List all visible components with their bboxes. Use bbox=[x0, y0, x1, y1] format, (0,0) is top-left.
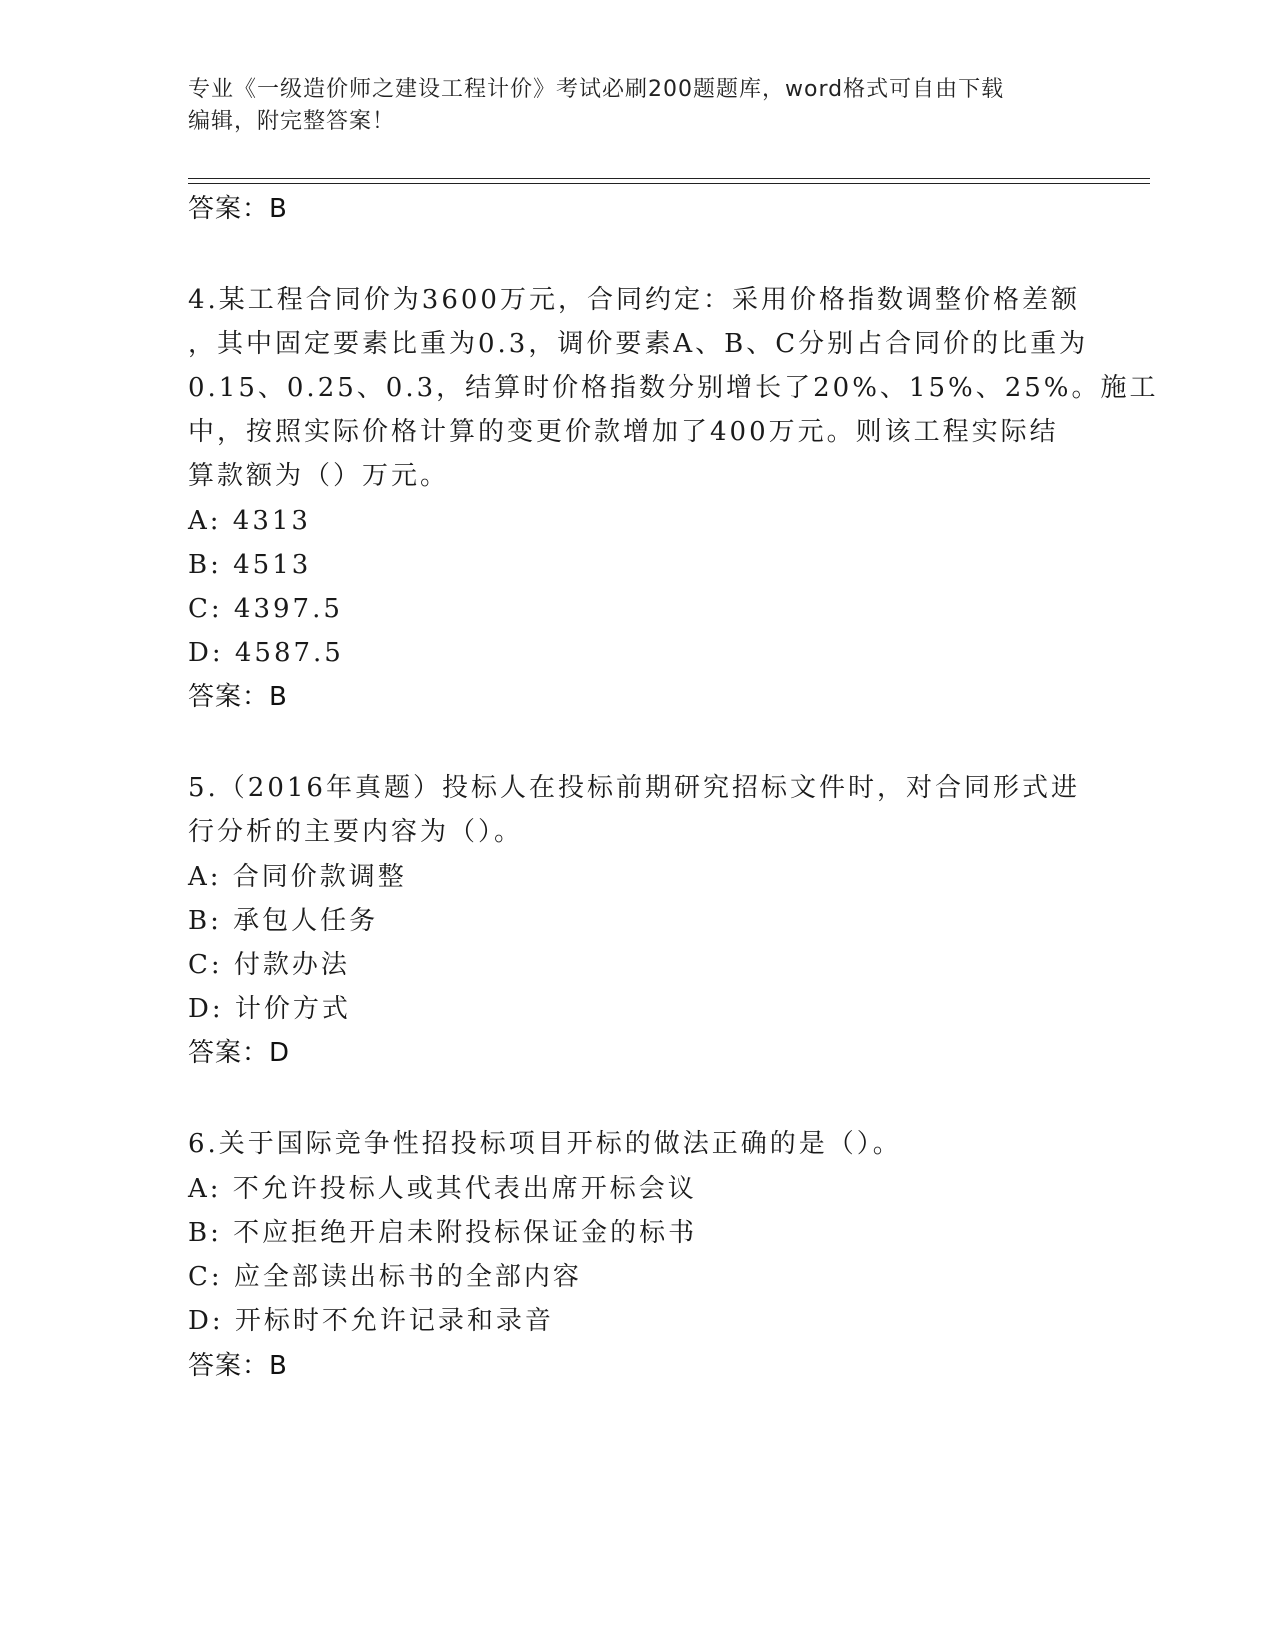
option-b: B: 4513 bbox=[188, 550, 312, 580]
option-b: B: 承包人任务 bbox=[188, 906, 379, 936]
question-line: 0.15、0.25、0.3，结算时价格指数分别增长了20%、15%、25%。施工 bbox=[188, 373, 1159, 403]
option-a: A: 合同价款调整 bbox=[188, 862, 407, 892]
question-line: ，其中固定要素比重为0.3，调价要素A、B、C分别占合同价的比重为 bbox=[188, 329, 1089, 359]
answer: 答案：B bbox=[188, 1351, 288, 1381]
option-c: C: 付款办法 bbox=[188, 950, 350, 980]
question-line: 6.关于国际竞争性招投标项目开标的做法正确的是（）。 bbox=[188, 1129, 902, 1159]
header-line-2: 编辑，附完整答案！ bbox=[188, 109, 396, 134]
prev-answer: 答案：B bbox=[188, 194, 288, 224]
document-header bbox=[188, 74, 1088, 138]
option-d: D: 计价方式 bbox=[188, 994, 351, 1024]
question-line: 行分析的主要内容为（）。 bbox=[188, 817, 524, 847]
header-line-1: 专业《一级造价师之建设工程计价》考试必刷200题题库，word格式可自由下载 bbox=[188, 77, 1005, 102]
option-c: C: 4397.5 bbox=[188, 594, 343, 624]
question-line: 5.（2016年真题）投标人在投标前期研究招标文件时，对合同形式进 bbox=[188, 773, 1080, 803]
option-a: A: 4313 bbox=[188, 506, 311, 536]
option-a: A: 不允许投标人或其代表出席开标会议 bbox=[188, 1174, 697, 1204]
option-d: D: 开标时不允许记录和录音 bbox=[188, 1306, 554, 1336]
header-divider-bottom bbox=[188, 183, 1150, 184]
header-divider-top bbox=[188, 178, 1150, 179]
question-line: 4.某工程合同价为3600万元，合同约定：采用价格指数调整价格差额 bbox=[188, 285, 1080, 315]
question-line: 算款额为（）万元。 bbox=[188, 461, 450, 491]
answer: 答案：D bbox=[188, 1038, 291, 1068]
option-b: B: 不应拒绝开启未附投标保证金的标书 bbox=[188, 1218, 698, 1248]
option-d: D: 4587.5 bbox=[188, 638, 344, 668]
option-c: C: 应全部读出标书的全部内容 bbox=[188, 1262, 582, 1292]
question-line: 中，按照实际价格计算的变更价款增加了400万元。则该工程实际结 bbox=[188, 417, 1059, 447]
answer: 答案：B bbox=[188, 682, 288, 712]
